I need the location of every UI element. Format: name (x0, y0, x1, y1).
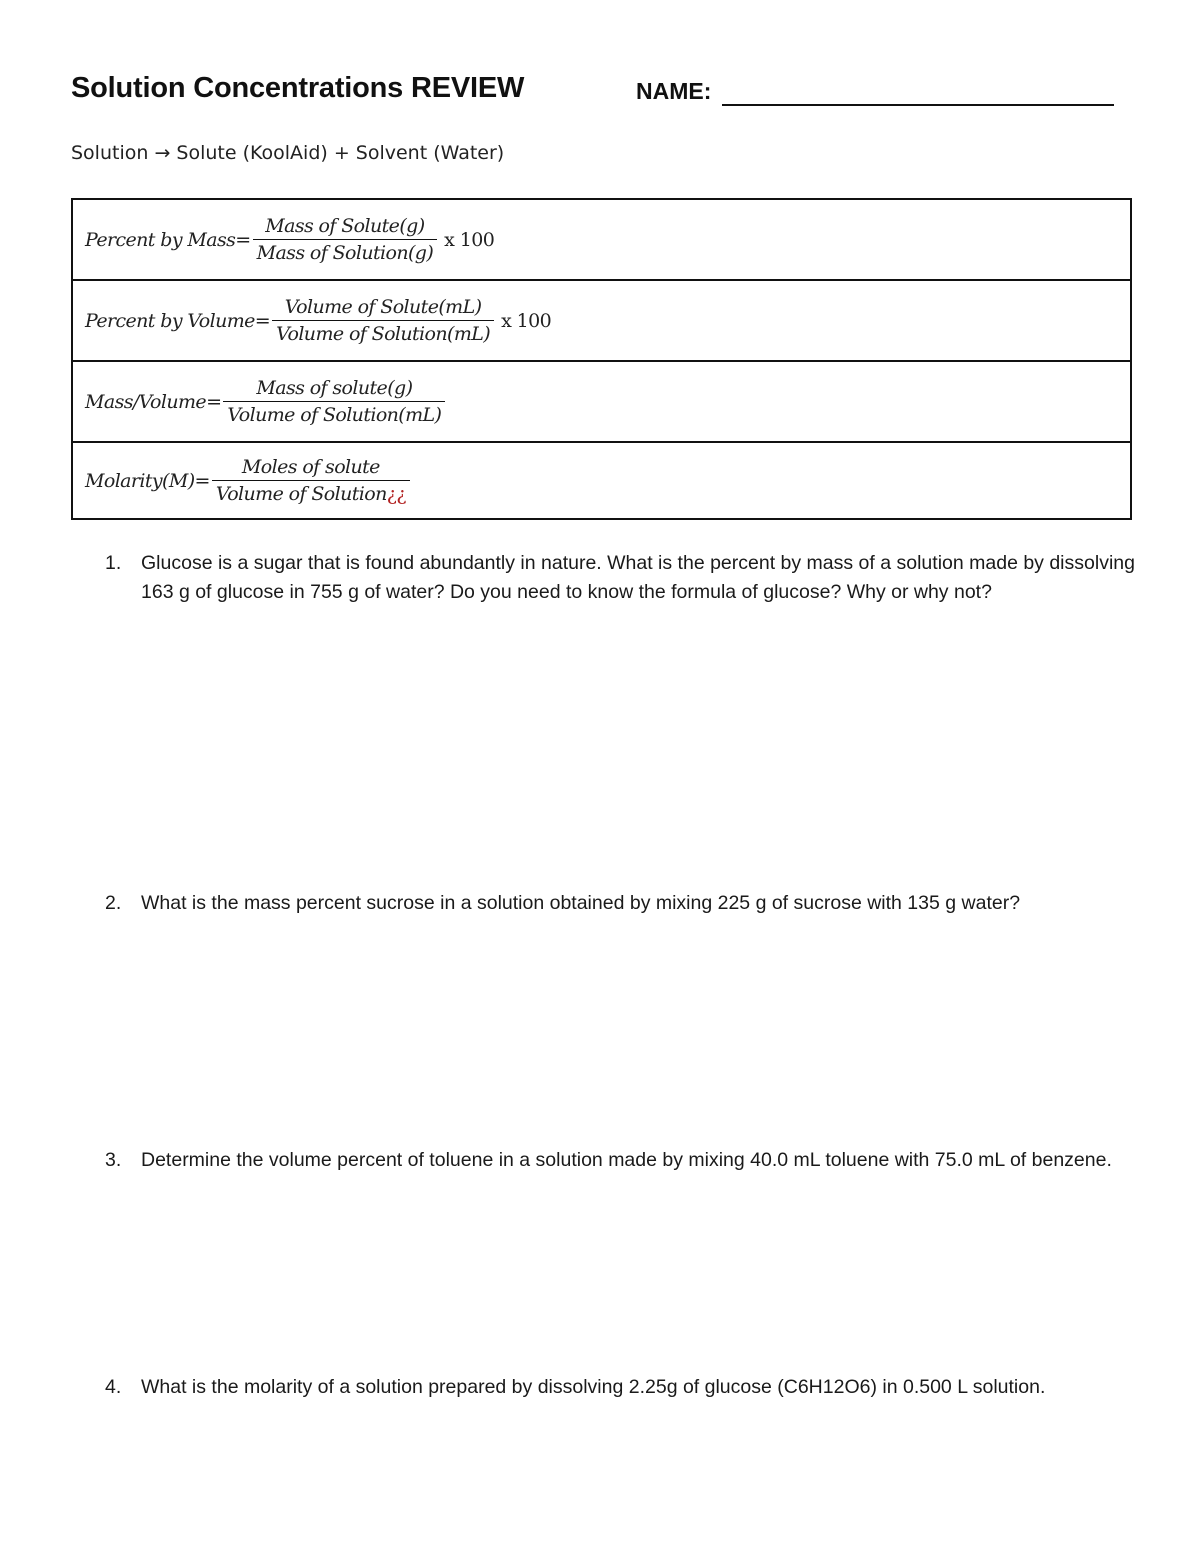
formula-denominator-text: Volume of Solution (215, 483, 387, 505)
question-number: 4. (105, 1376, 122, 1398)
formula-suffix: x 100 (501, 309, 552, 332)
question-4 (105, 1373, 1135, 1402)
question-text: What is the molarity of a solution prepared by dissolving 2.25g of glucose (C6H12O6) in 0.500 L solution. (141, 1376, 1046, 1398)
percent-by-volume-formula (85, 296, 551, 345)
solution-definition: Solution → Solute (KoolAid) + Solvent (Water) (71, 142, 505, 164)
formula-cell (72, 199, 1131, 280)
formula-numerator: Moles of solute (241, 456, 380, 478)
formula-row-mass-volume (72, 361, 1131, 442)
formula-lhs: Mass/Volume= (85, 390, 222, 413)
formula-denominator: Volume of Solution(mL) (272, 320, 494, 345)
formula-numerator: Mass of solute(g) (256, 377, 413, 399)
percent-by-mass-formula (85, 215, 494, 264)
question-text: What is the mass percent sucrose in a solution obtained by mixing 225 g of sucrose with 135 g water? (141, 892, 1021, 914)
formula-lhs: Percent by Mass= (85, 228, 251, 251)
formula-lhs: Percent by Volume= (85, 309, 271, 332)
name-blank-line[interactable] (722, 104, 1114, 106)
formula-cell (72, 361, 1131, 442)
formula-denominator (212, 480, 410, 505)
formula-numerator: Volume of Solute(mL) (284, 296, 482, 318)
question-number: 2. (105, 892, 122, 914)
formula-row-percent-volume (72, 280, 1131, 361)
formula-lhs: Molarity(M)= (85, 469, 210, 492)
worksheet-title: Solution Concentrations REVIEW (71, 72, 525, 104)
formula-row-molarity (72, 442, 1131, 519)
formula-table (71, 198, 1132, 520)
question-number: 3. (105, 1149, 122, 1171)
formula-fraction (212, 456, 410, 505)
name-label: NAME: (636, 78, 712, 104)
question-1 (105, 549, 1135, 606)
formula-fraction (253, 215, 438, 264)
formula-row-percent-mass (72, 199, 1131, 280)
question-3 (105, 1146, 1135, 1175)
formula-cell (72, 442, 1131, 519)
question-text: Glucose is a sugar that is found abundantly in nature. What is the percent by mass of a solution made by dissolving 163 g of glucose in 755 g of water? Do you need to know the formula of glucose? Why or why not? (141, 552, 1135, 603)
formula-denominator: Mass of Solution(g) (253, 239, 438, 264)
question-text: Determine the volume percent of toluene in a solution made by mixing 40.0 mL toluene with 75.0 mL of benzene. (141, 1149, 1112, 1171)
question-number: 1. (105, 552, 122, 574)
formula-denominator: Volume of Solution(mL) (223, 401, 445, 426)
molarity-formula (85, 456, 413, 505)
formula-cell (72, 280, 1131, 361)
mass-volume-formula (85, 377, 448, 426)
formula-suffix: x 100 (444, 228, 495, 251)
formula-fraction (223, 377, 445, 426)
formula-fraction (272, 296, 494, 345)
formula-numerator: Mass of Solute(g) (265, 215, 425, 237)
formula-broken-glyph: ¿¿ (386, 483, 406, 505)
question-2 (105, 889, 1135, 918)
